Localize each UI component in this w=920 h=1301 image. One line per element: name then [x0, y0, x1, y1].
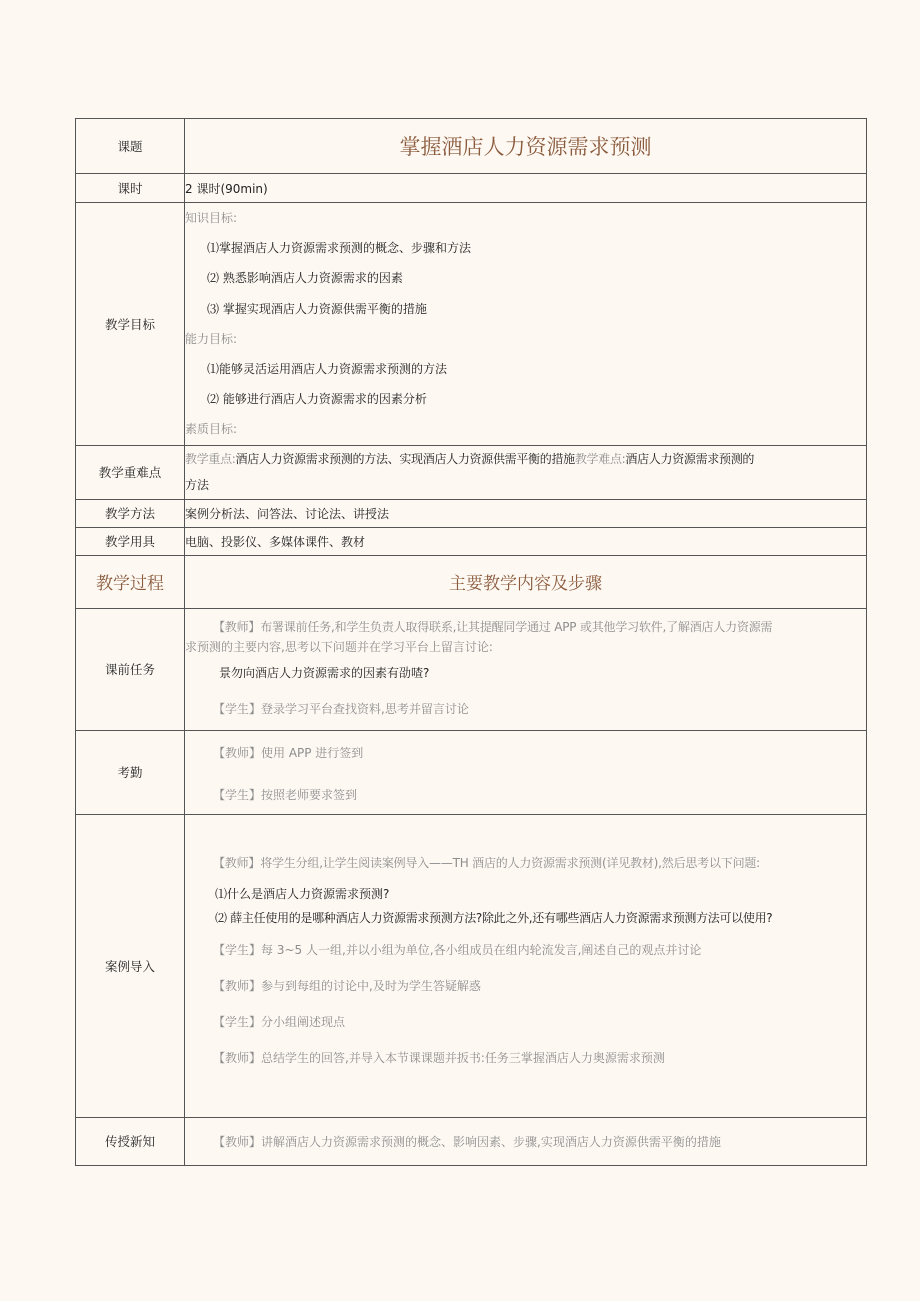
difficulty-text-continued: 方法 — [185, 478, 210, 493]
case-intro-question-1: ⑴什么是酒店人力资源需求预测? — [215, 886, 390, 901]
ability-item: ⑵ 能够进行酒店人力资源需求的因素分析 — [207, 392, 427, 407]
case-intro-label: 案例导入 — [76, 814, 185, 1117]
case-intro-teacher-3: 【教师】总结学生的回答,并导入本节课课题并扳书:任务三掌握酒店人力奥源需求预测 — [213, 1050, 665, 1065]
pre-class-question: 景勿向酒店人力资源需求的因素有劭喳? — [219, 665, 430, 680]
hours-label: 课时 — [76, 174, 185, 203]
knowledge-heading: 知识目标: — [185, 211, 238, 225]
lesson-title: 掌握酒店人力资源需求预测 — [185, 119, 867, 174]
objectives-label: 教学目标 — [76, 203, 185, 446]
case-intro-teacher-1: 【教师】将学生分组,让学生阅读案例导入——TH 酒店的人力资源需求预测(详见教材),然后思考以下问题: — [213, 855, 761, 870]
case-intro-student-2: 【学生】分小组阐述现点 — [213, 1014, 346, 1029]
quality-heading: 素质目标: — [185, 422, 238, 437]
focus-text: 酒店人力资源需求预测的方法、实现酒店人力资源供需平衡的措施 — [235, 452, 575, 467]
case-intro-student-1: 【学生】每 3~5 人一组,并以小组为单位,各小组成员在组内轮流发言,阐述自己的观点并讨论 — [213, 942, 702, 957]
case-intro-teacher-2: 【教师】参与到每组的讨论中,及时为学生答疑解惑 — [213, 978, 481, 993]
topic-label: 课题 — [76, 119, 185, 174]
key-points-content — [185, 445, 867, 499]
knowledge-item: ⑴掌握酒店人力资源需求预测的概念、步骤和方法 — [207, 241, 472, 256]
new-knowledge-teacher: 【教师】讲解酒店人力资源需求预测的概念、影响因素、步骤,实现酒店人力资源供需平衡的措施 — [185, 1117, 867, 1165]
focus-tag: 教学重点: — [185, 452, 236, 467]
process-header-label: 教学过程 — [76, 555, 185, 608]
case-intro-content — [185, 814, 867, 1117]
hours-value: 2 课时(90min) — [185, 174, 867, 203]
ability-item: ⑴能够灵活运用酒店人力资源需求预测的方法 — [207, 362, 448, 377]
pre-class-student: 【学生】登录学习平台查找资料,思考并留言讨论 — [213, 701, 469, 716]
lesson-plan-table — [75, 118, 867, 1166]
methods-row — [76, 499, 867, 527]
objectives-row — [76, 203, 867, 446]
difficulty-text: 酒店人力资源需求预测的 — [625, 452, 755, 467]
pre-class-teacher-1: 【教师】布署课前任务,和学生负责人取得联系,让其提醒同学通过 APP 或其他学习软件,了解酒店人力资源需 — [213, 619, 773, 634]
case-intro-row — [76, 814, 867, 1117]
objectives-content — [185, 203, 867, 446]
new-knowledge-row — [76, 1117, 867, 1165]
attendance-label: 考勤 — [76, 730, 185, 814]
pre-class-label: 课前任务 — [76, 608, 185, 730]
ability-heading: 能力目标: — [185, 331, 238, 346]
process-header-title: 主要教学内容及步骤 — [185, 555, 867, 608]
process-header-row — [76, 555, 867, 608]
tools-label: 教学用具 — [76, 527, 185, 555]
topic-row — [76, 119, 867, 174]
pre-class-content — [185, 608, 867, 730]
pre-class-row — [76, 608, 867, 730]
knowledge-item: ⑵ 熟悉影响酒店人力资源需求的因素 — [207, 271, 403, 286]
attendance-row — [76, 730, 867, 814]
key-points-row — [76, 445, 867, 499]
tools-value: 电脑、投影仪、多媒体课件、教材 — [185, 527, 867, 555]
new-knowledge-label: 传授新知 — [76, 1117, 185, 1165]
attendance-teacher: 【教师】使用 APP 进行签到 — [213, 745, 364, 760]
methods-label: 教学方法 — [76, 499, 185, 527]
key-points-label: 教学重难点 — [76, 445, 185, 499]
hours-row — [76, 174, 867, 203]
difficulty-tag: 教学难点: — [574, 452, 626, 467]
attendance-student: 【学生】按照老师要求签到 — [213, 787, 358, 802]
knowledge-item: ⑶ 掌握实现酒店人力资源供需平衡的措施 — [207, 301, 427, 316]
pre-class-teacher-2: 求预测的主要内容,思考以下问题并在学习平台上留言讨论: — [185, 639, 493, 654]
case-intro-question-2: ⑵ 薛主任使用的是哪种酒店人力资源需求预测方法?除此之外,还有哪些酒店人力资源需求预测方法可以使用? — [215, 910, 773, 925]
methods-value: 案例分析法、问答法、讨论法、讲授法 — [185, 499, 867, 527]
attendance-content — [185, 730, 867, 814]
tools-row — [76, 527, 867, 555]
